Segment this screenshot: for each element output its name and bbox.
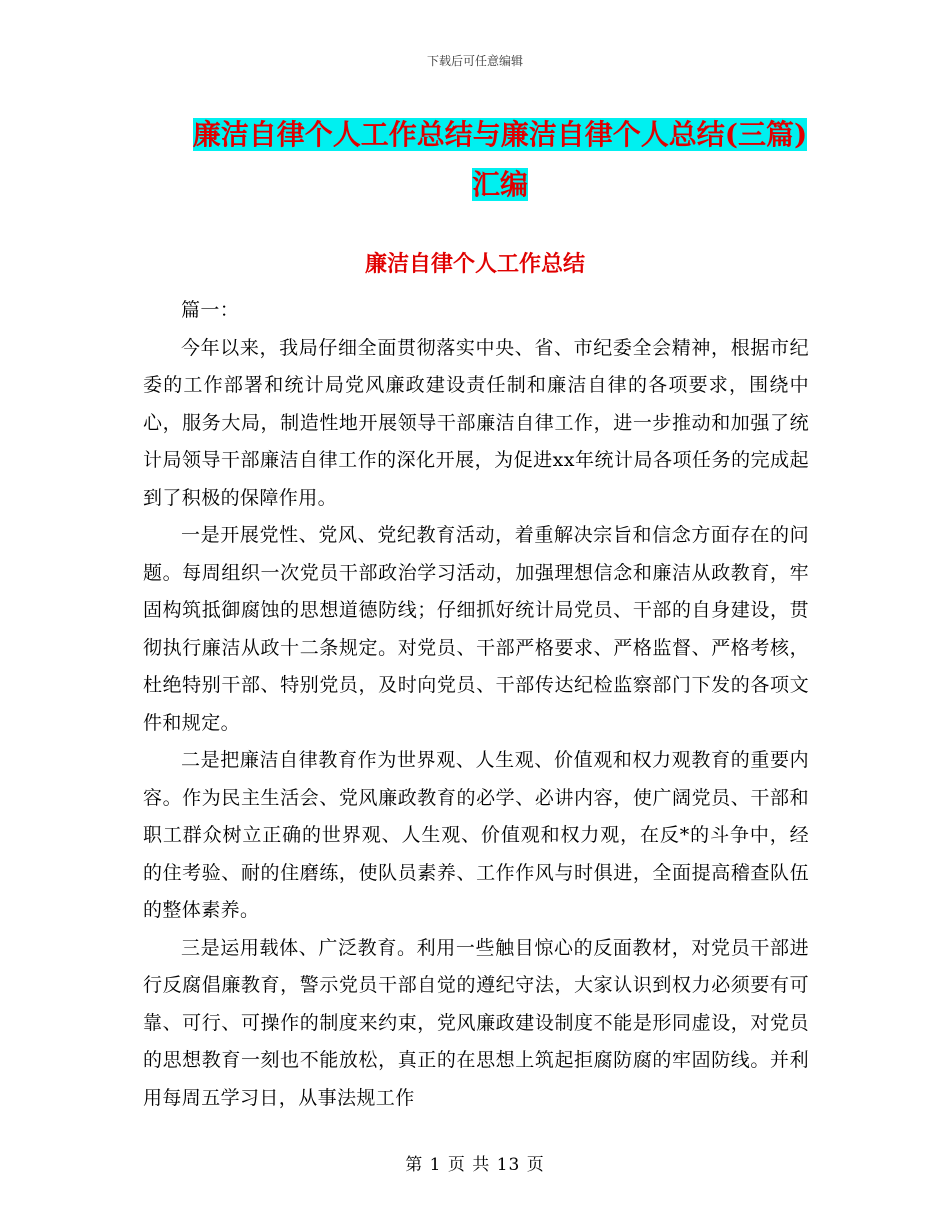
- body-text: [143, 292, 809, 1117]
- paragraph: 篇一：: [181, 299, 240, 321]
- paragraph: 三是运用载体、广泛教育。利用一些触目惊心的反面教材，对党员干部进行反腐倡廉教育，警示党员干部自觉的遵纪守法，大家认识到权力必须要有可靠、可行、可操作的制度来约束，党风廉政建设制度不能是形同虚设，对党员的思想教育一刻也不能放松，真正的在思想上筑起拒腐防腐的牢固防线。并利用每周五学习日，从事法规工作: [143, 936, 809, 1109]
- page-number-footer: 第 1 页 共 13 页: [405, 1155, 545, 1175]
- paragraph: 一是开展党性、党风、党纪教育活动，着重解决宗旨和信念方面存在的问题。每周组织一次党员干部政治学习活动，加强理想信念和廉洁从政教育，牢固构筑抵御腐蚀的思想道德防线；仔细抓好统计局党员、干部的自身建设，贯彻执行廉洁从政十二条规定。对党员、干部严格要求、严格监督、严格考核，杜绝特别干部、特别党员，及时向党员、干部传达纪检监察部门下发的各项文件和规定。: [143, 524, 809, 734]
- document-title-text: 廉洁自律个人工作总结与廉洁自律个人总结(三篇)汇编: [192, 118, 808, 201]
- paragraph: 二是把廉洁自律教育作为世界观、人生观、价值观和权力观教育的重要内容。作为民主生活会、党风廉政教育的必学、必讲内容，使广阔党员、干部和职工群众树立正确的世界观、人生观、价值观和权力观，在反*的斗争中，经的住考验、耐的住磨练，使队员素养、工作作风与时俱进，全面提高稽查队伍的整体素养。: [143, 749, 809, 921]
- paragraph: 今年以来，我局仔细全面贯彻落实中央、省、市纪委全会精神，根据市纪委的工作部署和统计局党风廉政建设责任制和廉洁自律的各项要求，围绕中心，服务大局，制造性地开展领导干部廉洁自律工作，进一步推动和加强了统计局领导干部廉洁自律工作的深化开展，为促进xx年统计局各项任务的完成起到了积极的保障作用。: [143, 336, 809, 509]
- header-note: 下载后可任意编辑: [426, 54, 523, 68]
- section-title: 廉洁自律个人工作总结: [364, 251, 585, 277]
- document-title: [190, 110, 810, 210]
